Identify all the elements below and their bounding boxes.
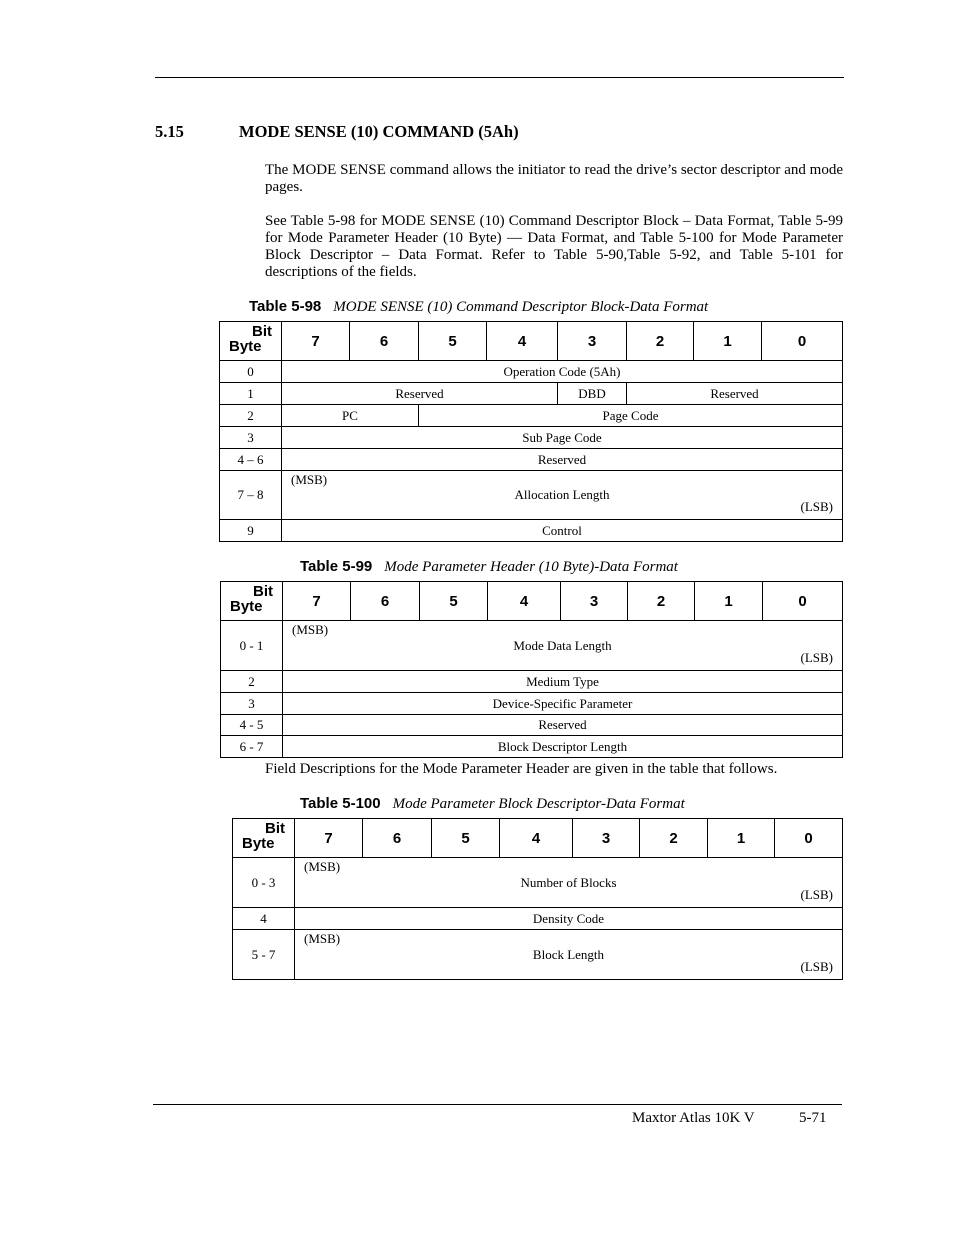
byte-number: 0 - 1 xyxy=(221,621,283,671)
table-98-caption xyxy=(249,298,708,316)
byte-number: 1 xyxy=(220,383,282,405)
table-row xyxy=(220,520,843,542)
field-name: Block Length xyxy=(532,946,605,962)
table-row xyxy=(233,908,843,930)
table-row xyxy=(221,621,843,671)
bit-5-header: 5 xyxy=(432,819,500,858)
field-cell: Operation Code (5Ah) xyxy=(282,361,843,383)
field-cell: Control xyxy=(282,520,843,542)
field-cell: Block Descriptor Length xyxy=(283,736,843,758)
bit-6-header: 6 xyxy=(350,322,419,361)
byte-number: 2 xyxy=(220,405,282,427)
msb-marker: (MSB) xyxy=(304,931,341,946)
bit-6-header: 6 xyxy=(351,582,420,621)
msb-marker: (MSB) xyxy=(304,859,341,874)
table-100 xyxy=(232,818,843,980)
field-cell: Reserved xyxy=(283,715,843,736)
table-row xyxy=(220,361,843,383)
bit-1-header: 1 xyxy=(708,819,775,858)
bit-5-header: 5 xyxy=(419,322,487,361)
table-row xyxy=(221,693,843,715)
bit-byte-header xyxy=(221,582,283,621)
reference-paragraph: See Table 5-98 for MODE SENSE (10) Command Descriptor Block – Data Format, Table 5-99 for Mode Parameter Header (10 Byte) — Data Format, and Table 5-100 for Mode Parameter Block Descriptor – Data Format. Refer to Table 5-90,Table 5-92, and Table 5-101 for descriptions of the fields. xyxy=(265,213,843,280)
bit-label: Bit xyxy=(252,323,272,340)
byte-number: 4 – 6 xyxy=(220,449,282,471)
table-row xyxy=(220,383,843,405)
header-rule xyxy=(155,77,844,78)
bit-label: Bit xyxy=(265,820,285,837)
lsb-marker: (LSB) xyxy=(800,499,833,514)
field-cell: Reserved xyxy=(282,449,843,471)
field-descriptions-note: Field Descriptions for the Mode Parameter Header are given in the table that follows. xyxy=(265,761,778,777)
bit-2-header: 2 xyxy=(627,322,694,361)
lsb-marker: (LSB) xyxy=(800,887,833,902)
footer-page-number: 5-71 xyxy=(799,1110,827,1126)
section-title: MODE SENSE (10) COMMAND (5Ah) xyxy=(239,122,519,141)
field-cell: Reserved xyxy=(627,383,843,405)
multi-byte-field xyxy=(283,621,843,671)
bit-7-header: 7 xyxy=(283,582,351,621)
field-cell: Device-Specific Parameter xyxy=(283,693,843,715)
byte-number: 2 xyxy=(221,671,283,693)
byte-number: 3 xyxy=(221,693,283,715)
multi-byte-field xyxy=(282,471,843,520)
table-99 xyxy=(220,581,843,758)
bit-4-header: 4 xyxy=(488,582,561,621)
bit-0-header: 0 xyxy=(775,819,843,858)
table-row xyxy=(220,405,843,427)
lsb-marker: (LSB) xyxy=(800,959,833,974)
section-heading xyxy=(155,122,519,142)
lsb-marker: (LSB) xyxy=(800,650,833,665)
bit-7-header: 7 xyxy=(282,322,350,361)
table-99-caption xyxy=(300,558,678,576)
byte-number: 4 - 5 xyxy=(221,715,283,736)
field-name: Mode Data Length xyxy=(513,637,612,653)
bit-3-header: 3 xyxy=(561,582,628,621)
multi-byte-field xyxy=(295,930,843,980)
bit-4-header: 4 xyxy=(487,322,558,361)
byte-label: Byte xyxy=(229,338,262,355)
byte-number: 0 - 3 xyxy=(233,858,295,908)
field-cell: Sub Page Code xyxy=(282,427,843,449)
table-100-title: Mode Parameter Block Descriptor-Data Format xyxy=(392,796,685,812)
bit-6-header: 6 xyxy=(363,819,432,858)
bit-2-header: 2 xyxy=(640,819,708,858)
bit-7-header: 7 xyxy=(295,819,363,858)
bit-2-header: 2 xyxy=(628,582,695,621)
msb-marker: (MSB) xyxy=(291,472,328,487)
table-row xyxy=(233,858,843,908)
field-cell: Page Code xyxy=(419,405,843,427)
byte-number: 4 xyxy=(233,908,295,930)
table-100-caption xyxy=(300,795,685,813)
bit-1-header: 1 xyxy=(694,322,762,361)
field-cell: DBD xyxy=(558,383,627,405)
byte-number: 3 xyxy=(220,427,282,449)
bit-0-header: 0 xyxy=(763,582,843,621)
table-row xyxy=(221,736,843,758)
intro-paragraph: The MODE SENSE command allows the initiator to read the drive’s sector descriptor and mode pages. xyxy=(265,162,843,195)
bit-1-header: 1 xyxy=(695,582,763,621)
bit-4-header: 4 xyxy=(500,819,573,858)
multi-byte-field xyxy=(295,858,843,908)
bit-0-header: 0 xyxy=(762,322,843,361)
bit-byte-header xyxy=(233,819,295,858)
field-name: Allocation Length xyxy=(514,487,610,502)
msb-marker: (MSB) xyxy=(292,622,329,637)
field-cell: Medium Type xyxy=(283,671,843,693)
table-98-label: Table 5-98 xyxy=(249,298,322,315)
table-row xyxy=(221,715,843,736)
byte-label: Byte xyxy=(230,598,263,615)
byte-number: 7 – 8 xyxy=(220,471,282,520)
byte-label: Byte xyxy=(242,835,275,852)
table-row xyxy=(221,671,843,693)
byte-number: 5 - 7 xyxy=(233,930,295,980)
section-number: 5.15 xyxy=(155,122,184,141)
footer-product: Maxtor Atlas 10K V xyxy=(632,1110,755,1126)
table-98-title: MODE SENSE (10) Command Descriptor Block-Data Format xyxy=(333,299,709,315)
field-cell: PC xyxy=(282,405,419,427)
table-row xyxy=(233,930,843,980)
bit-5-header: 5 xyxy=(420,582,488,621)
field-name: Number of Blocks xyxy=(520,874,617,890)
table-99-title: Mode Parameter Header (10 Byte)-Data Format xyxy=(384,559,678,575)
bit-3-header: 3 xyxy=(573,819,640,858)
table-99-label: Table 5-99 xyxy=(300,558,373,575)
byte-number: 0 xyxy=(220,361,282,383)
byte-number: 6 - 7 xyxy=(221,736,283,758)
footer-rule xyxy=(153,1104,842,1105)
bit-byte-header xyxy=(220,322,282,361)
bit-label: Bit xyxy=(253,583,273,600)
byte-number: 9 xyxy=(220,520,282,542)
table-row xyxy=(220,471,843,520)
field-cell: Reserved xyxy=(282,383,558,405)
field-cell: Density Code xyxy=(295,908,843,930)
table-98 xyxy=(219,321,843,542)
table-row xyxy=(220,449,843,471)
table-row xyxy=(220,427,843,449)
bit-3-header: 3 xyxy=(558,322,627,361)
table-100-label: Table 5-100 xyxy=(300,795,381,812)
